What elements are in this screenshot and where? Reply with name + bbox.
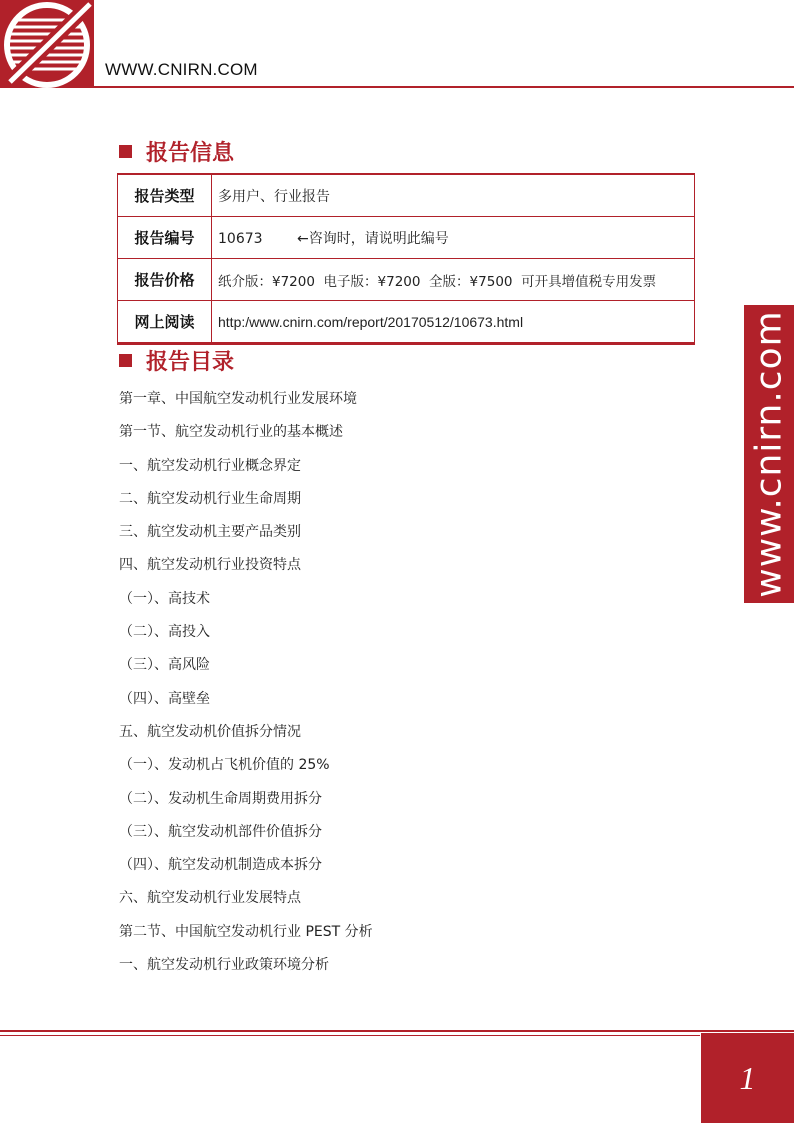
site-url[interactable]: WWW.CNIRN.COM	[105, 60, 258, 79]
report-number-label: 报告编号	[118, 217, 212, 259]
toc-item: （四）、高壁垒	[119, 690, 210, 707]
toc-item: 二、航空发动机行业生命周期	[119, 490, 301, 507]
table-row	[118, 217, 695, 259]
toc-item: （三）、高风险	[119, 657, 210, 674]
toc-item: （一）、发动机占飞机价值的 25%	[119, 757, 330, 774]
report-number-cell	[212, 217, 695, 259]
report-number-note: ←咨询时，请说明此编号	[297, 230, 449, 247]
online-read-label: 网上阅读	[118, 301, 212, 344]
toc-item: （一）、高技术	[119, 590, 210, 607]
report-price-label: 报告价格	[118, 259, 212, 301]
footer-divider-thin	[0, 1035, 700, 1036]
square-bullet-icon	[119, 354, 132, 367]
toc-heading-text: 报告目录	[146, 350, 235, 375]
report-price-value: 纸介版：¥7200 电子版：¥7200 全版：¥7500 可开具增值税专用发票	[212, 259, 695, 301]
toc-item: 第一节、航空发动机行业的基本概述	[119, 424, 343, 441]
toc-list	[119, 389, 373, 988]
toc-item: 三、航空发动机主要产品类别	[119, 524, 301, 541]
cnirn-logo-icon	[0, 0, 94, 88]
report-type-value: 多用户、行业报告	[212, 174, 695, 217]
toc-item: （三）、航空发动机部件价值拆分	[119, 823, 322, 840]
report-info-table	[117, 173, 695, 345]
toc-item: 第二节、中国航空发动机行业 PEST 分析	[119, 923, 373, 940]
side-tab-text: www.cnirn.com	[748, 310, 790, 598]
report-number-value: 10673	[218, 230, 263, 247]
toc-item: 一、航空发动机行业政策环境分析	[119, 957, 329, 974]
report-info-heading-text: 报告信息	[146, 141, 235, 166]
header-divider	[94, 86, 794, 88]
square-bullet-icon	[119, 145, 132, 158]
online-read-link[interactable]: http:/www.cnirn.com/report/20170512/10673.html	[212, 301, 695, 344]
table-row	[118, 301, 695, 344]
toc-item: 六、航空发动机行业发展特点	[119, 890, 301, 907]
table-row	[118, 174, 695, 217]
report-type-label: 报告类型	[118, 174, 212, 217]
toc-item: （二）、发动机生命周期费用拆分	[119, 790, 322, 807]
page-number: 1	[739, 1060, 756, 1096]
logo	[0, 0, 94, 88]
toc-item: 四、航空发动机行业投资特点	[119, 557, 301, 574]
toc-item: 第一章、中国航空发动机行业发展环境	[119, 391, 357, 407]
toc-item: （四）、航空发动机制造成本拆分	[119, 857, 322, 874]
toc-item: （二）、高投入	[119, 624, 210, 641]
toc-item: 一、航空发动机行业概念界定	[119, 457, 301, 474]
toc-item: 五、航空发动机价值拆分情况	[119, 723, 301, 740]
report-info-heading	[119, 143, 234, 165]
table-row	[118, 259, 695, 301]
toc-heading	[119, 352, 234, 374]
footer-divider	[0, 1030, 794, 1032]
